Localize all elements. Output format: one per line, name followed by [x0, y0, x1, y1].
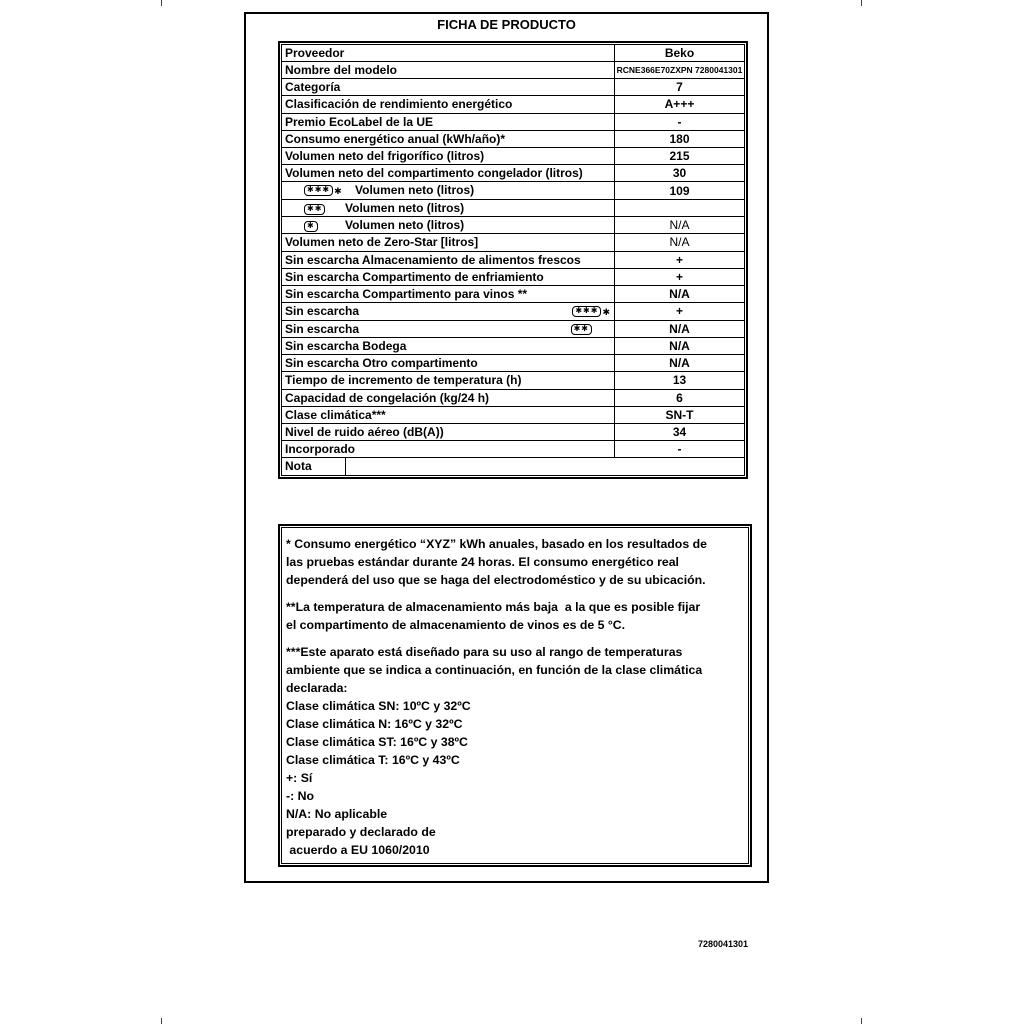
note-line: Clase climática N: 16ºC y 32ºC — [286, 717, 463, 731]
spec-row — [282, 130, 745, 147]
spec-row — [282, 389, 745, 406]
spec-label — [282, 251, 615, 268]
spec-label — [282, 200, 615, 217]
spec-value: Beko — [615, 45, 745, 62]
note-line: -: No — [286, 789, 314, 803]
spec-label — [282, 234, 615, 251]
crop-mark — [161, 1018, 162, 1024]
spec-row — [282, 79, 745, 96]
spec-value: SN-T — [615, 406, 745, 423]
spec-label-text: Sin escarcha Compartimento de enfriamiento — [285, 269, 544, 284]
note-line: ambiente que se indica a continuación, en función de la clase climática — [286, 663, 703, 677]
spec-label-text: Sin escarcha Bodega — [285, 339, 407, 354]
spec-label-text: Volumen neto de Zero-Star [litros] — [285, 235, 479, 250]
spec-row — [282, 147, 745, 164]
spec-label — [282, 79, 615, 96]
spec-value: 6 — [615, 389, 745, 406]
note-line: las pruebas estándar durante 24 horas. El consumo energético real — [286, 555, 679, 569]
spec-row — [282, 285, 745, 302]
note-row — [282, 458, 745, 476]
spec-value: + — [615, 268, 745, 285]
spec-label — [282, 285, 615, 302]
spec-value: 180 — [615, 130, 745, 147]
spec-label-text: Volumen neto (litros) — [345, 218, 465, 233]
spec-value: A+++ — [615, 96, 745, 113]
spec-label-text: Sin escarcha — [285, 322, 360, 337]
spec-row — [282, 302, 745, 320]
note-line: dependerá del uso que se haga del electrodoméstico y de su ubicación. — [286, 573, 706, 587]
spec-value: N/A — [615, 217, 745, 234]
spec-table-body — [282, 45, 745, 458]
spec-row — [282, 200, 745, 217]
spec-row — [282, 182, 745, 200]
crop-mark — [861, 0, 862, 6]
spec-label-text: Clasificación de rendimiento energético — [285, 97, 513, 112]
spec-label-text: Sin escarcha — [285, 303, 360, 318]
spec-label — [282, 130, 615, 147]
spec-value — [615, 200, 745, 217]
note-line: ***Este aparato está diseñado para su uso al rango de temperaturas — [286, 645, 683, 659]
note-line: Clase climática T: 16ºC y 43ºC — [286, 753, 460, 767]
spec-row — [282, 406, 745, 423]
spec-value: 215 — [615, 147, 745, 164]
spec-label-text: Capacidad de congelación (kg/24 h) — [285, 390, 490, 405]
spec-value: N/A — [615, 338, 745, 355]
spec-row — [282, 217, 745, 234]
spec-value: 109 — [615, 182, 745, 200]
spec-value: - — [615, 113, 745, 130]
spec-value: N/A — [615, 234, 745, 251]
spec-label — [282, 440, 615, 457]
spec-row — [282, 96, 745, 113]
spec-value: RCNE366E70ZXPN 7280041301 — [615, 62, 745, 79]
spec-label-text: Clase climática*** — [285, 407, 386, 422]
spec-row — [282, 62, 745, 79]
spec-label-text: Volumen neto (litros) — [355, 183, 475, 198]
spec-label — [282, 113, 615, 130]
spec-label-text: Nombre del modelo — [285, 63, 398, 78]
note-line: +: Sí — [286, 771, 313, 785]
note-line: Clase climática ST: 16ºC y 38ºC — [286, 735, 468, 749]
spec-label-text: Volumen neto del compartimento congelador (litros) — [285, 166, 583, 181]
spec-label-text: Sin escarcha Otro compartimento — [285, 356, 478, 371]
spec-label-text: Tiempo de incremento de temperatura (h) — [285, 373, 522, 388]
spec-label — [282, 372, 615, 389]
spec-value: - — [615, 440, 745, 457]
spec-value: 30 — [615, 164, 745, 181]
spec-row — [282, 372, 745, 389]
spec-table — [278, 41, 748, 479]
note-label: Nota — [282, 458, 346, 475]
spec-label-text: Premio EcoLabel de la UE — [285, 114, 434, 129]
spec-label — [282, 406, 615, 423]
spec-label-text: Sin escarcha Almacenamiento de alimentos frescos — [285, 252, 581, 267]
spec-label — [282, 217, 615, 234]
spec-label-text: Categoría — [285, 80, 341, 95]
spec-value: 34 — [615, 423, 745, 440]
freezer-star-icon: ✱ — [304, 221, 318, 232]
crop-mark — [861, 1018, 862, 1024]
notes-content — [281, 527, 749, 864]
spec-label — [282, 389, 615, 406]
notes-box — [278, 524, 752, 867]
note-line: el compartimento de almacenamiento de vinos es de 5 °C. — [286, 618, 626, 632]
note-line: acuerdo a EU 1060/2010 — [286, 843, 430, 857]
spec-row — [282, 45, 745, 62]
crop-mark — [161, 0, 162, 6]
spec-value: N/A — [615, 355, 745, 372]
freezer-star-icon: ✱✱ — [571, 324, 592, 335]
spec-label — [282, 320, 615, 337]
spec-value: + — [615, 302, 745, 320]
spec-label — [282, 268, 615, 285]
spec-label-text: Consumo energético anual (kWh/año)* — [285, 131, 506, 146]
note-line: N/A: No aplicable — [286, 807, 388, 821]
spec-row — [282, 423, 745, 440]
spec-label-text: Proveedor — [285, 46, 345, 61]
spec-label-text: Incorporado — [285, 442, 356, 457]
spec-value: 13 — [615, 372, 745, 389]
spec-row — [282, 338, 745, 355]
spec-value: + — [615, 251, 745, 268]
spec-label-text: Volumen neto (litros) — [345, 201, 465, 216]
note-wine — [286, 598, 744, 634]
spec-label-text: Sin escarcha Compartimento para vinos ** — [285, 286, 528, 301]
spec-row — [282, 320, 745, 337]
note-line: Clase climática SN: 10ºC y 32ºC — [286, 699, 471, 713]
note-line: * Consumo energético “XYZ” kWh anuales, basado en los resultados de — [286, 537, 707, 551]
spec-label — [282, 355, 615, 372]
spec-label — [282, 96, 615, 113]
spec-label-text: Nivel de ruido aéreo (dB(A)) — [285, 424, 444, 439]
spec-label — [282, 338, 615, 355]
spec-row — [282, 268, 745, 285]
spec-value: 7 — [615, 79, 745, 96]
product-sheet — [244, 12, 769, 883]
spec-label — [282, 147, 615, 164]
spec-label: Sin escarcha ✱✱✱ ✱ — [282, 302, 615, 320]
freezer-star-icon: ✱✱✱ — [572, 306, 601, 317]
spec-row — [282, 251, 745, 268]
spec-row — [282, 440, 745, 457]
note-cell — [282, 458, 745, 476]
footer-code: 7280041301 — [698, 939, 749, 949]
note-energy — [286, 535, 744, 589]
spec-label — [282, 45, 615, 62]
note-climate — [286, 643, 744, 859]
note-line: declarada: — [286, 681, 348, 695]
spec-row — [282, 234, 745, 251]
freezer-star-icon: ✱✱✱ — [304, 185, 333, 196]
spec-row — [282, 113, 745, 130]
sheet-title: FICHA DE PRODUCTO — [437, 17, 576, 32]
spec-label — [282, 423, 615, 440]
spec-row — [282, 355, 745, 372]
spec-value: N/A — [615, 320, 745, 337]
freezer-star-icon: ✱✱ — [304, 204, 325, 215]
spec-row — [282, 164, 745, 181]
spec-value: N/A — [615, 285, 745, 302]
spec-label — [282, 164, 615, 181]
spec-label — [282, 62, 615, 79]
note-line: preparado y declarado de — [286, 825, 436, 839]
spec-label-text: Volumen neto del frigorífico (litros) — [285, 148, 485, 163]
note-line: **La temperatura de almacenamiento más baja a la que es posible fijar — [286, 600, 701, 614]
spec-label: ✱✱✱ ✱ Volumen neto (litros) — [282, 182, 615, 200]
